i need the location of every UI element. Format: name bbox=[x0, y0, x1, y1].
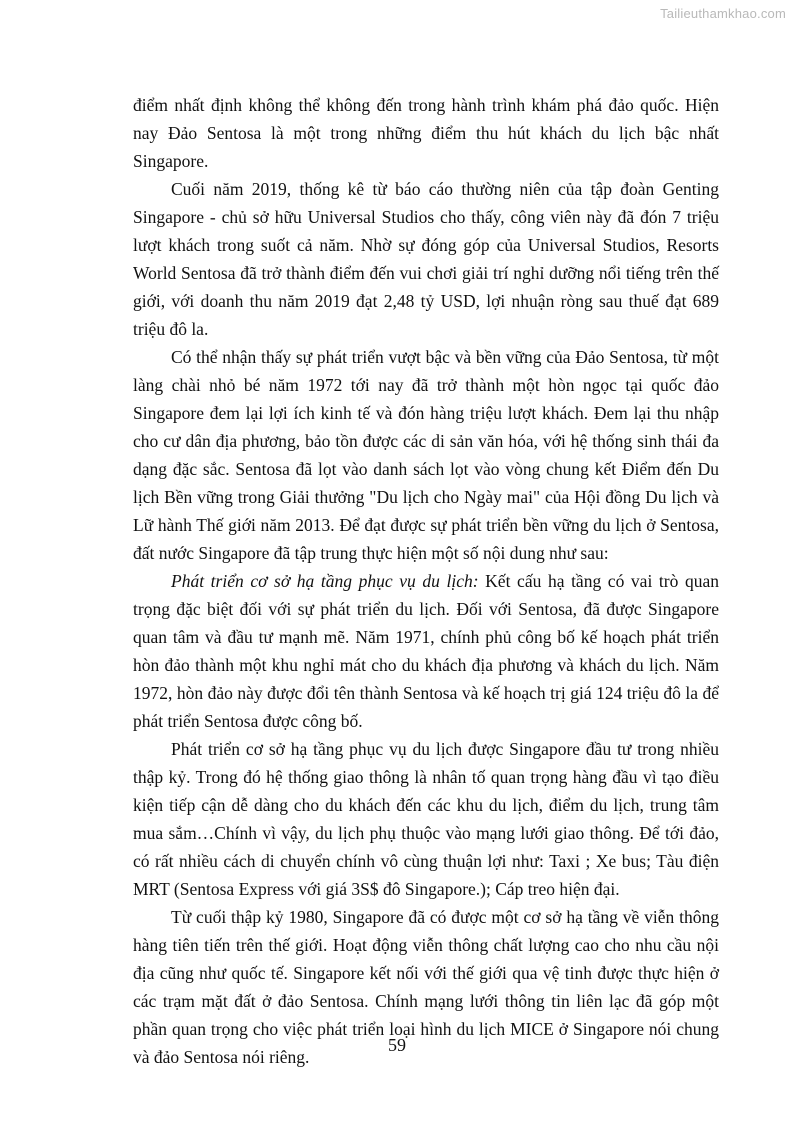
page-number: 59 bbox=[388, 1035, 406, 1055]
paragraph: Phát triển cơ sở hạ tầng phục vụ du lịch được Singapore đầu tư trong nhiều thập kỷ. Trong đó hệ thống giao thông là nhân tố quan trọng hàng đầu vì tạo điều kiện tiếp cận dễ dàng cho du khách đến các khu du lịch, điểm du lịch, trung tâm mua sắm…Chính vì vậy, du lịch phụ thuộc vào mạng lưới giao thông. Để tới đảo, có rất nhiều cách di chuyển chính vô cùng thuận lợi như: Taxi ; Xe bus; Tàu điện MRT (Sentosa Express với giá 3S$ đô Singapore.); Cáp treo hiện đại. bbox=[133, 739, 719, 899]
paragraph: Cuối năm 2019, thống kê từ báo cáo thường niên của tập đoàn Genting Singapore - chủ sở hữu Universal Studios cho thấy, công viên này đã đón 7 triệu lượt khách trong suốt cả năm. Nhờ sự đóng góp của Universal Studios, Resorts World Sentosa đã trở thành điểm đến vui chơi giải trí nghỉ dưỡng nổi tiếng trên thế giới, với doanh thu năm 2019 đạt 2,48 tỷ USD, lợi nhuận ròng sau thuế đạt 689 triệu đô la. bbox=[133, 179, 719, 339]
paragraph: Từ cuối thập kỷ 1980, Singapore đã có được một cơ sở hạ tầng về viễn thông hàng tiên tiến trên thế giới. Hoạt động viễn thông chất lượng cao cho nhu cầu nội địa cũng như quốc tế. Singapore kết nối với thế giới qua vệ tinh được thực hiện ở các trạm mặt đất ở đảo Sentosa. Chính mạng lưới thông tin liên lạc đã góp một phần quan trọng cho việc phát triển loại hình du lịch MICE ở Singapore nói chung và đảo Sentosa nói riêng. bbox=[133, 907, 719, 1067]
paragraph bbox=[133, 567, 719, 735]
paragraph-continued: điểm nhất định không thể không đến trong hành trình khám phá đảo quốc. Hiện nay Đảo Sentosa là một trong những điểm thu hút khách du lịch bậc nhất Singapore. bbox=[133, 95, 719, 171]
watermark: Tailieuthamkhao.com bbox=[660, 6, 786, 21]
body-text bbox=[133, 91, 719, 1071]
paragraph: Có thể nhận thấy sự phát triển vượt bậc và bền vững của Đảo Sentosa, từ một làng chài nhỏ bé năm 1972 tới nay đã trở thành một hòn ngọc tại quốc đảo Singapore đem lại lợi ích kinh tế và đón hàng triệu lượt khách. Đem lại thu nhập cho cư dân địa phương, bảo tồn được các di sản văn hóa, với hệ thống sinh thái đa dạng đặc sắc. Sentosa đã lọt vào danh sách lọt vào vòng chung kết Điểm đến Du lịch Bền vững trong Giải thưởng "Du lịch cho Ngày mai" của Hội đồng Du lịch và Lữ hành Thế giới năm 2013. Để đạt được sự phát triển bền vững du lịch ở Sentosa, đất nước Singapore đã tập trung thực hiện một số nội dung như sau: bbox=[133, 347, 719, 563]
paragraph-body: Kết cấu hạ tầng có vai trò quan trọng đặc biệt đối với sự phát triển du lịch. Đối với Sentosa, đã được Singapore quan tâm và đầu tư mạnh mẽ. Năm 1971, chính phủ công bố kế hoạch phát triển hòn đảo thành một khu nghỉ mát cho du khách địa phương và khách du lịch. Năm 1972, hòn đảo này được đổi tên thành Sentosa và kế hoạch trị giá 124 triệu đô la để phát triển Sentosa được công bố. bbox=[133, 571, 719, 731]
paragraph-lead: Phát triển cơ sở hạ tầng phục vụ du lịch: bbox=[171, 571, 479, 591]
